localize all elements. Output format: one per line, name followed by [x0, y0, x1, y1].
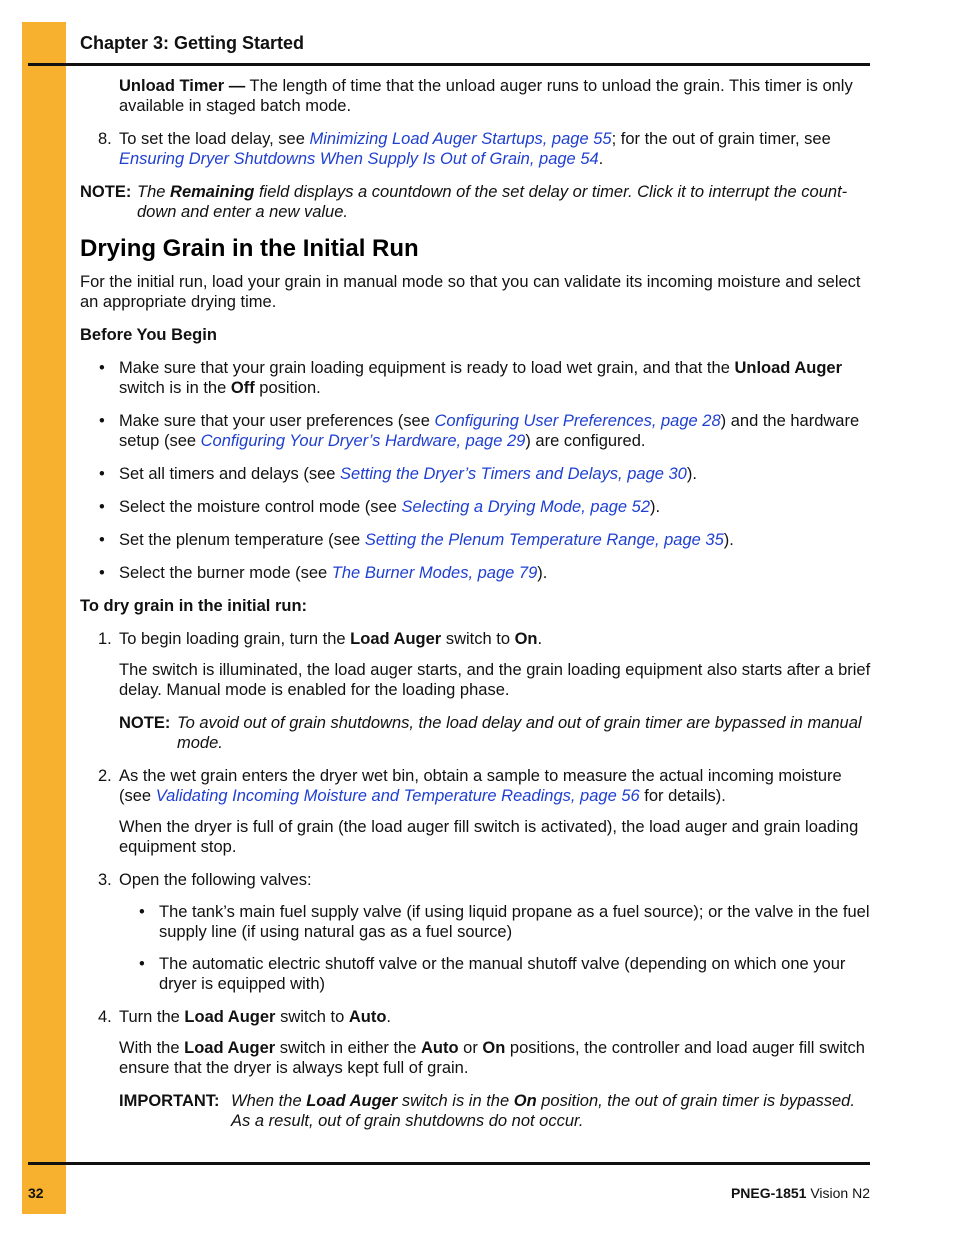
step-text: As the wet grain enters the dryer wet bin, obtain a sample to measure the actual incoming moisture (see: [119, 767, 842, 805]
note-text: To avoid out of grain shutdowns, the load delay and out of grain timer are bypassed in manual mode.: [177, 714, 862, 752]
bullet-text: Select the moisture control mode (see: [119, 498, 402, 516]
bullet-item: [80, 530, 872, 550]
bullet-dot: •: [99, 412, 105, 430]
bullet-text: position.: [254, 379, 321, 397]
note-manual-mode: [80, 713, 872, 753]
detail-bold: Load Auger: [184, 1039, 276, 1057]
page-number: 32: [28, 1185, 44, 1201]
important-label: IMPORTANT:: [119, 1092, 220, 1110]
important-note: [80, 1091, 872, 1131]
bullet-item: [80, 497, 872, 517]
bullet-text: The automatic electric shutoff valve or the manual shutoff valve (depending on which one your dryer is equipped with): [159, 955, 846, 993]
step-text: .: [386, 1008, 392, 1026]
step-number: 4.: [98, 1008, 112, 1026]
bullet-dot: •: [99, 564, 105, 582]
section-title: Drying Grain in the Initial Run: [80, 235, 419, 262]
bullet-text: ).: [650, 498, 661, 516]
step-3: [80, 870, 872, 890]
link-configuring-hardware[interactable]: Configuring Your Dryer’s Hardware, page 29: [200, 432, 526, 450]
bullet-text: ).: [537, 564, 548, 582]
detail-text: switch in either the: [275, 1039, 421, 1057]
bullet-item: [80, 411, 872, 451]
bullet-dot: •: [99, 465, 105, 483]
bullet-bold: Off: [230, 379, 255, 397]
step-text: .: [598, 150, 604, 168]
step-bold: Load Auger: [350, 630, 442, 648]
unload-timer-paragraph: [80, 76, 872, 116]
bullet-item: [80, 464, 872, 484]
bullet-dot: •: [99, 498, 105, 516]
step-text: switch to: [275, 1008, 349, 1026]
sub-bullet-item: [80, 954, 872, 994]
bullet-dot: •: [139, 955, 145, 973]
detail-text: With the: [119, 1039, 185, 1057]
step-text: switch to: [441, 630, 515, 648]
bullet-dot: •: [99, 531, 105, 549]
step-text: Open the following valves:: [119, 871, 312, 889]
bullet-text: Set all timers and delays (see: [119, 465, 341, 483]
bullet-text: ).: [686, 465, 697, 483]
footer-rule: [28, 1162, 870, 1165]
detail-bold: Auto: [421, 1039, 459, 1057]
step-number: 2.: [98, 767, 112, 785]
bullet-item: [80, 563, 872, 583]
bullet-text: switch is in the: [119, 379, 231, 397]
page-sidebar-tab: [22, 22, 66, 1214]
bullet-bold: Unload Auger: [734, 359, 843, 377]
important-text: position, the out of grain timer is bypassed. As a result, out of grain shutdowns do not occur.: [231, 1092, 855, 1130]
bullet-dot: •: [99, 359, 105, 377]
step-text: ; for the out of grain timer, see: [611, 130, 831, 148]
bullet-text: Set the plenum temperature (see: [119, 531, 365, 549]
step-4: [80, 1007, 872, 1027]
link-selecting-drying-mode[interactable]: Selecting a Drying Mode, page 52: [401, 498, 651, 516]
step-text: for details).: [639, 787, 726, 805]
note-remaining-field: [80, 182, 872, 222]
bullet-text: The tank’s main fuel supply valve (if using liquid propane as a fuel source); or the valve in the fuel supply line (if using natural gas as a fuel source): [159, 903, 870, 941]
note-bold: Remaining: [170, 183, 255, 201]
step-2-detail: When the dryer is full of grain (the load auger fill switch is activated), the load auger and grain loading equipment stop.: [119, 818, 859, 856]
link-timers-and-delays[interactable]: Setting the Dryer’s Timers and Delays, page 30: [340, 465, 687, 483]
document-code: PNEG-1851: [730, 1185, 807, 1201]
link-plenum-temperature[interactable]: Setting the Plenum Temperature Range, page 35: [364, 531, 724, 549]
step-text: .: [537, 630, 543, 648]
bullet-item: [80, 358, 872, 398]
sub-bullet-item: [80, 902, 872, 942]
bullet-dot: •: [139, 903, 145, 921]
detail-text: or: [458, 1039, 483, 1057]
chapter-header: Chapter 3: Getting Started: [80, 33, 305, 53]
step-4-detail: [80, 1038, 872, 1078]
before-you-begin-heading: Before You Begin: [80, 326, 217, 344]
step-number: 3.: [98, 871, 112, 889]
important-text: switch is in the: [397, 1092, 514, 1110]
step-1: [80, 629, 872, 649]
document-id: [731, 1183, 870, 1203]
bullet-text: Select the burner mode (see: [119, 564, 332, 582]
section-intro: For the initial run, load your grain in manual mode so that you can validate its incoming moisture and select an appropriate drying time.: [80, 273, 861, 311]
detail-text: positions, the controller and load auger fill switch ensure that the dryer is always kept full of grain.: [119, 1039, 865, 1077]
step-bold: Auto: [348, 1008, 387, 1026]
important-bold: Load Auger: [306, 1092, 398, 1110]
link-minimizing-load-auger[interactable]: Minimizing Load Auger Startups, page 55: [309, 130, 612, 148]
step-bold: Load Auger: [184, 1008, 276, 1026]
detail-bold: On: [482, 1039, 506, 1057]
bullet-text: ).: [723, 531, 734, 549]
step-1-detail: The switch is illuminated, the load auger starts, and the grain loading equipment also starts after a brief delay. Manual mode is enabled for the loading phase.: [119, 661, 871, 699]
link-configuring-user-preferences[interactable]: Configuring User Preferences, page 28: [434, 412, 721, 430]
note-label: NOTE:: [119, 714, 171, 732]
step-number: 1.: [98, 630, 112, 648]
important-bold: On: [513, 1092, 537, 1110]
important-text: When the: [231, 1092, 307, 1110]
bullet-text: ) and the hardware setup (see: [119, 412, 860, 450]
step-text: To begin loading grain, turn the: [119, 630, 351, 648]
link-burner-modes[interactable]: The Burner Modes, page 79: [331, 564, 538, 582]
step-8: [80, 129, 872, 169]
step-2: [80, 766, 872, 806]
procedure-heading: To dry grain in the initial run:: [80, 597, 308, 615]
note-text: field displays a countdown of the set delay or timer. Click it to interrupt the count-down and enter a new value.: [137, 183, 848, 221]
step-bold: On: [514, 630, 538, 648]
document-suffix: Vision N2: [806, 1185, 870, 1201]
unload-timer-label: Unload Timer —: [119, 77, 246, 95]
step-text: To set the load delay, see: [119, 130, 310, 148]
note-label: NOTE:: [80, 183, 132, 201]
bullet-text: ) are configured.: [525, 432, 646, 450]
header-rule: [28, 63, 870, 66]
step-text: Turn the: [119, 1008, 185, 1026]
bullet-text: Make sure that your user preferences (see: [119, 412, 435, 430]
page-content: [80, 76, 872, 1131]
bullet-text: Make sure that your grain loading equipment is ready to load wet grain, and that the: [119, 359, 735, 377]
unload-timer-text: The length of time that the unload auger runs to unload the grain. This timer is only available in staged batch mode.: [119, 77, 853, 115]
link-ensuring-dryer-shutdowns[interactable]: Ensuring Dryer Shutdowns When Supply Is Out of Grain, page 54: [119, 150, 599, 168]
step-number: 8.: [98, 130, 112, 148]
note-text: The: [137, 183, 171, 201]
link-validating-incoming-moisture[interactable]: Validating Incoming Moisture and Temperature Readings, page 56: [155, 787, 640, 805]
